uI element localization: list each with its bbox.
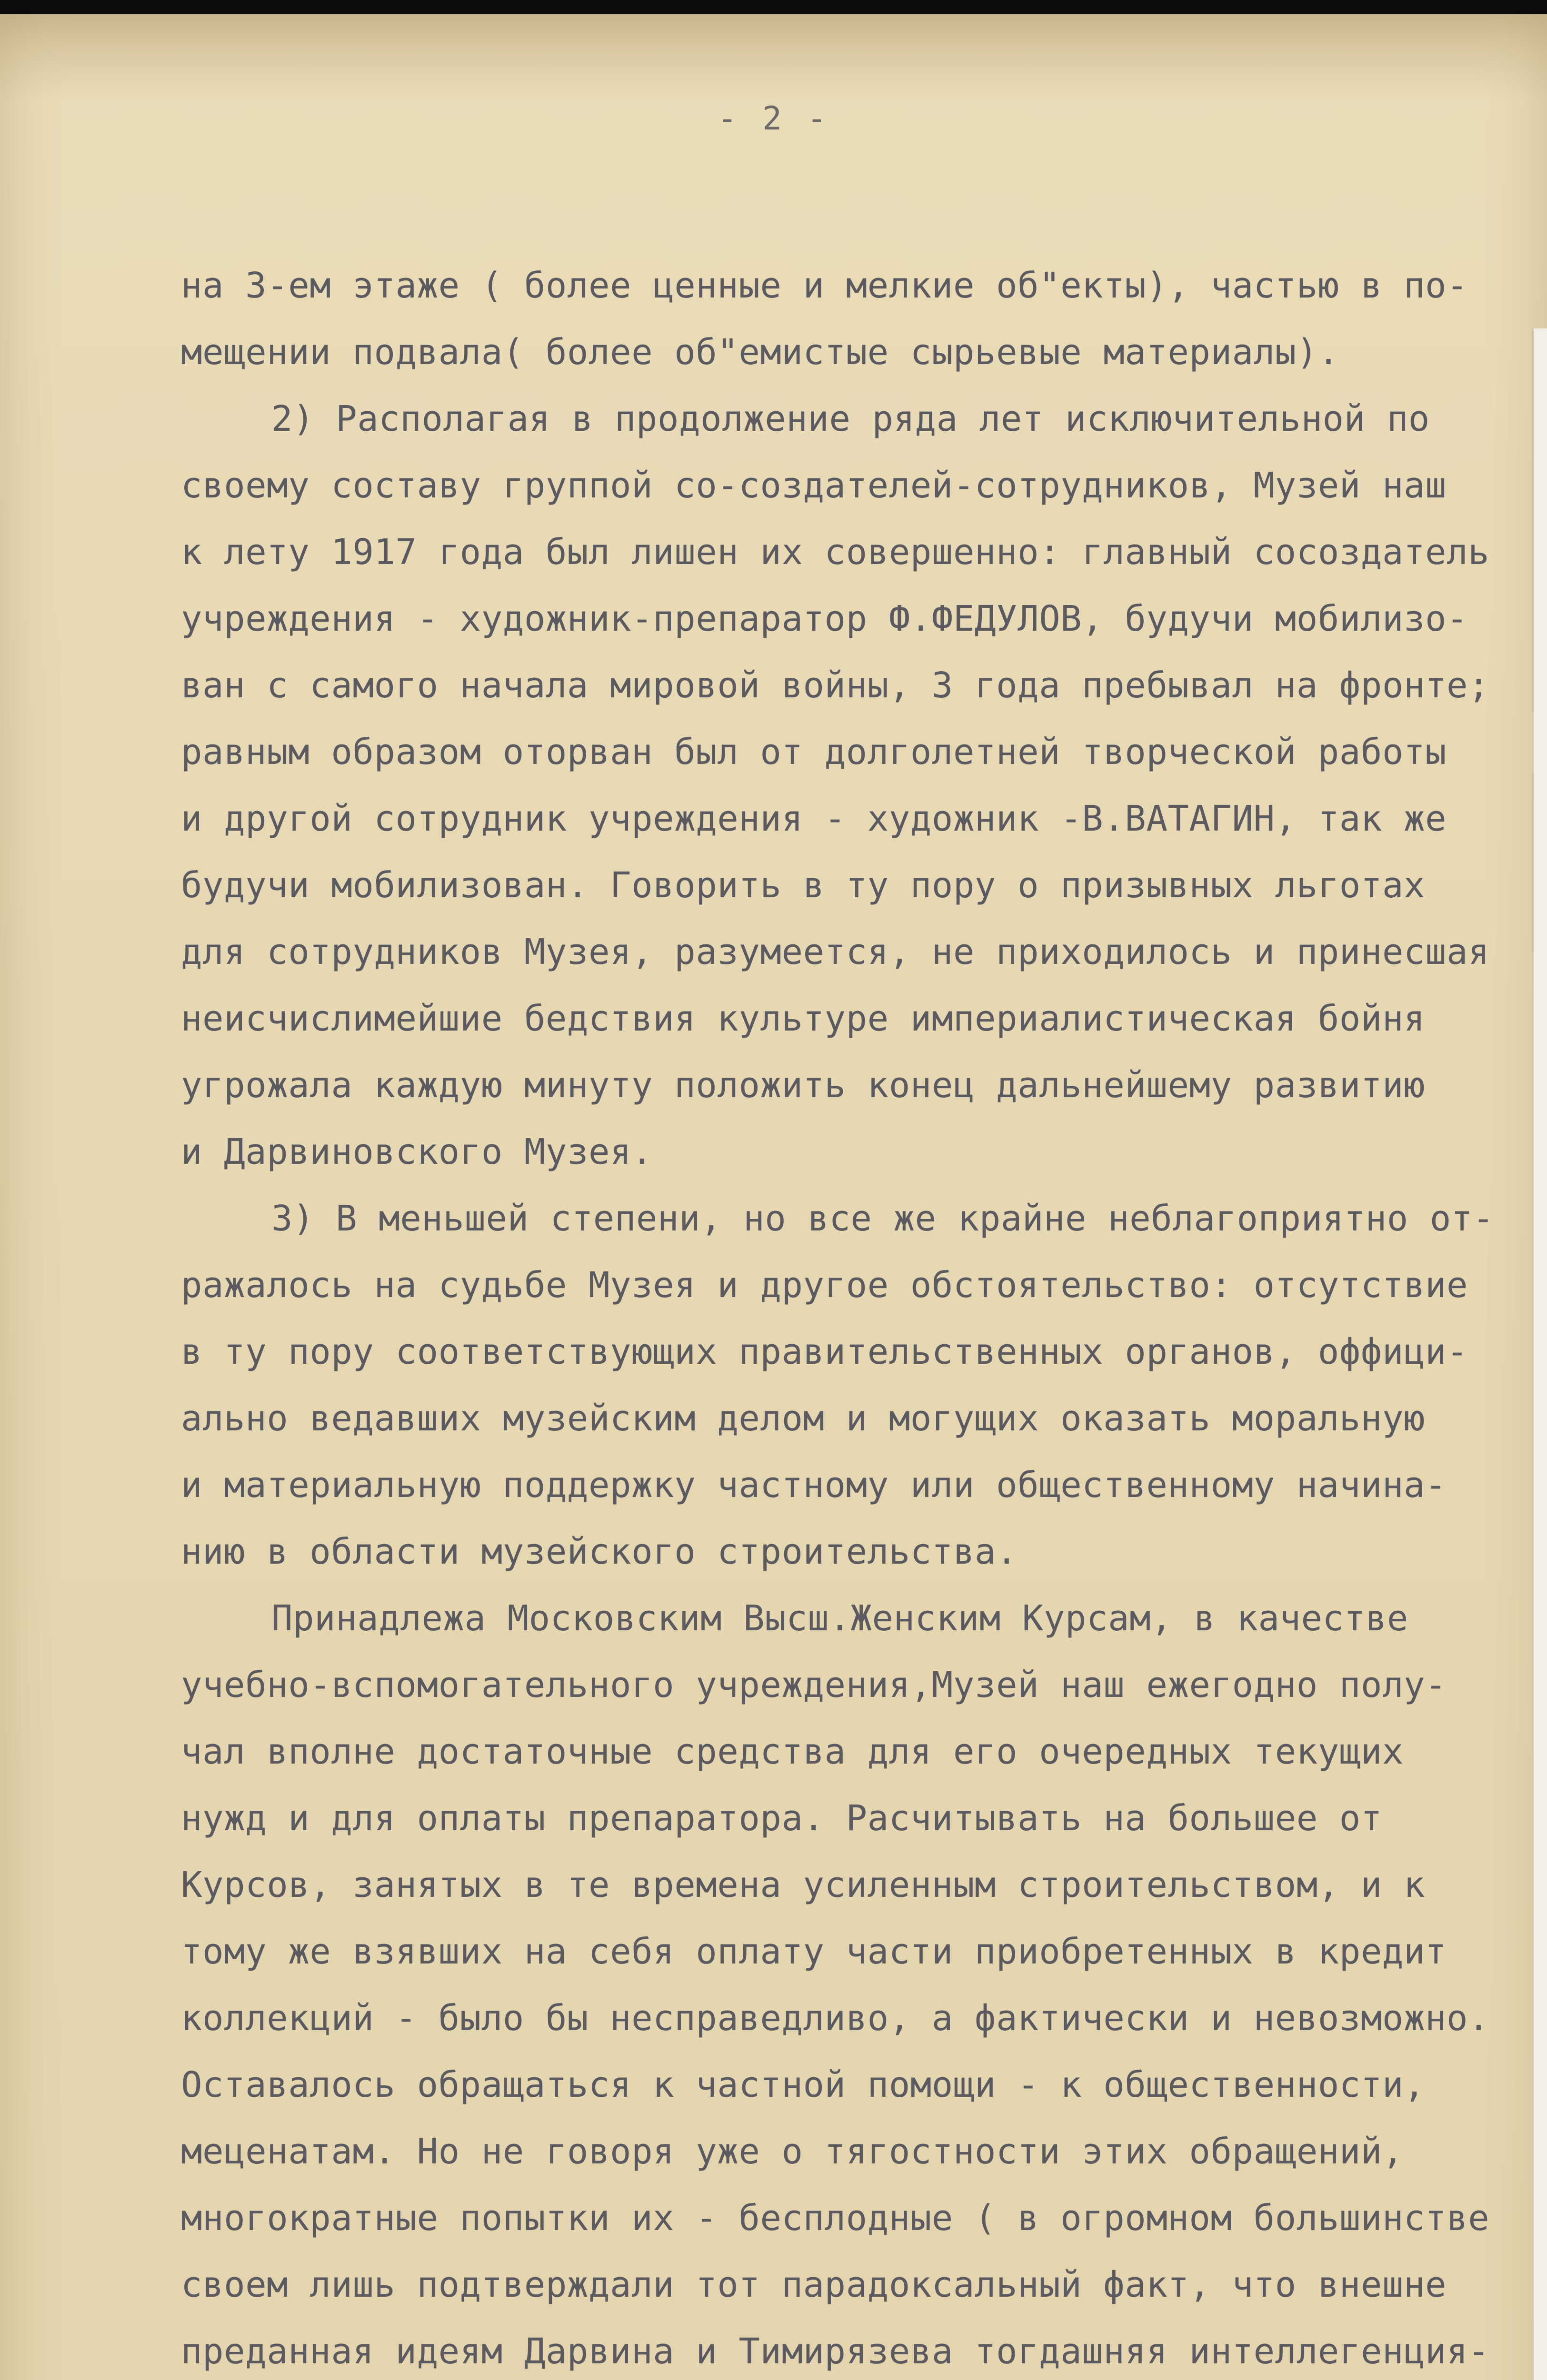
text-line: нию в области музейского строительства.: [181, 1531, 1018, 1572]
text-line: меценатам. Но не говоря уже о тягостности этих обращений,: [181, 2131, 1404, 2172]
paper-sheet: [0, 14, 1547, 2380]
text-line: на 3-ем этаже ( более ценные и мелкие об"екты), частью в по-: [181, 265, 1468, 306]
text-line: 3) В меньшей степени, но все же крайне неблагоприятно от-: [271, 1198, 1494, 1239]
text-line: своем лишь подтверждали тот парадоксальный факт, что внешне: [181, 2264, 1447, 2305]
text-line: мещении подвала( более об"емистые сырьевые материалы).: [181, 332, 1339, 373]
text-line: и другой сотрудник учреждения - художник -В.ВАТАГИН, так же: [181, 798, 1447, 839]
text-line: чал вполне достаточные средства для его очередных текущих: [181, 1731, 1404, 1772]
text-line: для сотрудников Музея, разумеется, не приходилось и принесшая: [181, 932, 1490, 972]
text-line: нужд и для оплаты препаратора. Расчитывать на большее от: [181, 1798, 1382, 1839]
text-line: к лету 1917 года был лишен их совершенно: главный сосоздатель: [181, 532, 1490, 573]
text-line: Оставалось обращаться к частной помощи - к общественности,: [181, 2064, 1426, 2105]
text-line: и материальную поддержку частному или общественному начина-: [181, 1465, 1447, 1506]
text-line: и Дарвиновского Музея.: [181, 1131, 653, 1172]
text-line: многократные попытки их - бесплодные ( в огромном большинстве: [181, 2198, 1490, 2239]
text-line: будучи мобилизован. Говорить в ту пору о призывных льготах: [181, 865, 1426, 906]
page-number: - 2 -: [718, 100, 829, 138]
text-line: коллекций - было бы несправедливо, а фактически и невозможно.: [181, 1998, 1490, 2039]
text-line: угрожала каждую минуту положить конец дальнейшему развитию: [181, 1065, 1426, 1106]
text-line: Курсов, занятых в те времена усиленным строительством, и к: [181, 1864, 1426, 1905]
text-line: учреждения - художник-препаратор Ф.ФЕДУЛОВ, будучи мобилизо-: [181, 598, 1468, 639]
text-line: ван с самого начала мировой войны, 3 года пребывал на фронте;: [181, 665, 1490, 706]
text-line: в ту пору соответствующих правительственных органов, оффици-: [181, 1331, 1468, 1372]
typed-text-body: [181, 252, 1494, 2380]
text-line: преданная идеям Дарвина и Тимирязева тогдашняя интеллегенция-: [181, 2331, 1490, 2372]
text-line: равным образом оторван был от долголетней творческой работы: [181, 732, 1447, 773]
text-line: 2) Располагая в продолжение ряда лет исключительной по: [271, 398, 1430, 439]
paper-edge-slip: [1532, 328, 1547, 2380]
text-line: учебно-вспомогательного учреждения,Музей наш ежегодно полу-: [181, 1665, 1447, 1706]
text-line: неисчислимейшие бедствия культуре империалистическая бойня: [181, 998, 1426, 1039]
text-line: своему составу группой со-создателей-сотрудников, Музей наш: [181, 465, 1447, 506]
text-line: ражалось на судьбе Музея и другое обстоятельство: отсутствие: [181, 1265, 1468, 1306]
text-line: ально ведавших музейским делом и могущих оказать моральную: [181, 1398, 1426, 1439]
text-line: Принадлежа Московским Высш.Женским Курсам, в качестве: [271, 1598, 1408, 1639]
text-line: тому же взявших на себя оплату части приобретенных в кредит: [181, 1931, 1447, 1972]
